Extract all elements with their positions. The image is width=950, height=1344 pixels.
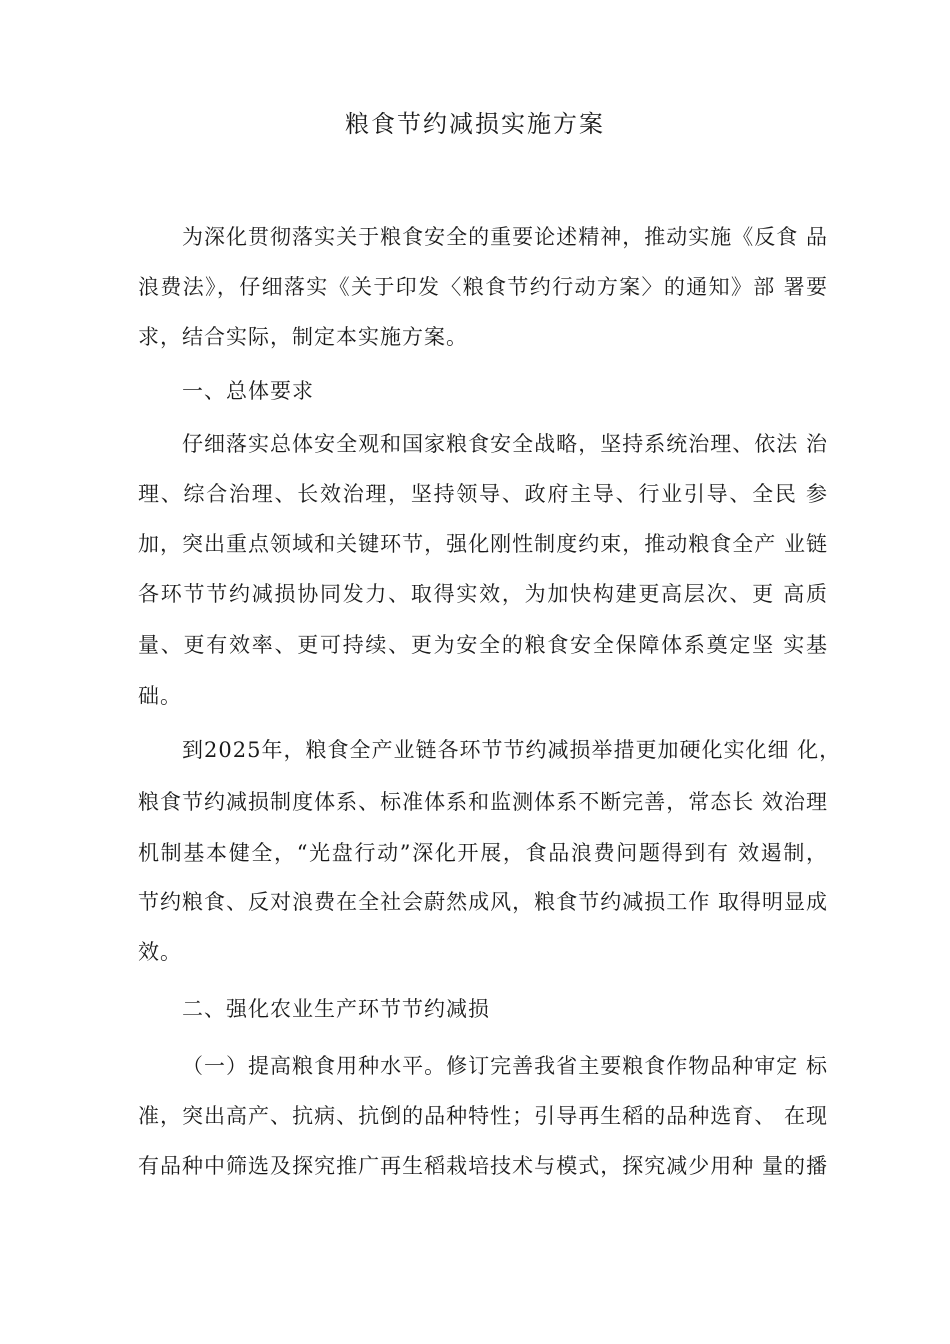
paragraph-line: 仔细落实总体安全观和国家粮食安全战略，坚持系统治理、依法 治	[182, 432, 828, 456]
document-title: 粮食节约减损实施方案	[345, 110, 605, 138]
paragraph-line: 为深化贯彻落实关于粮食安全的重要论述精神，推动实施《反食 品	[182, 225, 828, 249]
paragraph-line: 节约粮食、反对浪费在全社会蔚然成风，粮食节约减损工作 取得明显成	[138, 890, 828, 914]
paragraph-line: 粮食节约减损制度体系、标准体系和监测体系不断完善，常态长 效治理	[138, 790, 828, 814]
paragraph-line: 求，结合实际，制定本实施方案。	[138, 325, 468, 349]
paragraph-line: 效。	[138, 940, 182, 964]
paragraph-line: 浪费法》，仔细落实《关于印发〈粮食节约行动方案〉的通知》部 署要	[138, 275, 828, 299]
paragraph-line: 各环节节约减损协同发力、取得实效，为加快构建更高层次、更 高质	[138, 582, 828, 606]
paragraph-line: （一）提高粮食用种水平。修订完善我省主要粮食作物品种审定 标	[182, 1054, 828, 1078]
paragraph-line: 理、综合治理、长效治理，坚持领导、政府主导、行业引导、全民 参	[138, 482, 828, 506]
paragraph-line: 准，突出高产、抗病、抗倒的品种特性；引导再生稻的品种选育、 在现	[138, 1104, 828, 1128]
paragraph-line: 加，突出重点领域和关键环节，强化刚性制度约束，推动粮食全产 业链	[138, 532, 828, 556]
paragraph-line: 量、更有效率、更可持续、更为安全的粮食安全保障体系奠定坚 实基	[138, 633, 828, 657]
section-heading: 二、强化农业生产环节节约减损	[182, 997, 490, 1021]
paragraph-line: 机制基本健全，“光盘行动”深化开展，食品浪费问题得到有 效遏制，	[138, 841, 828, 865]
section-heading: 一、总体要求	[182, 379, 314, 403]
paragraph-line: 有品种中筛选及探究推广再生稻栽培技术与模式，探究减少用种 量的播	[138, 1154, 828, 1178]
paragraph-line: 础。	[138, 684, 182, 708]
paragraph-line: 到2025年，粮食全产业链各环节节约减损举措更加硬化实化细 化，	[182, 738, 842, 762]
